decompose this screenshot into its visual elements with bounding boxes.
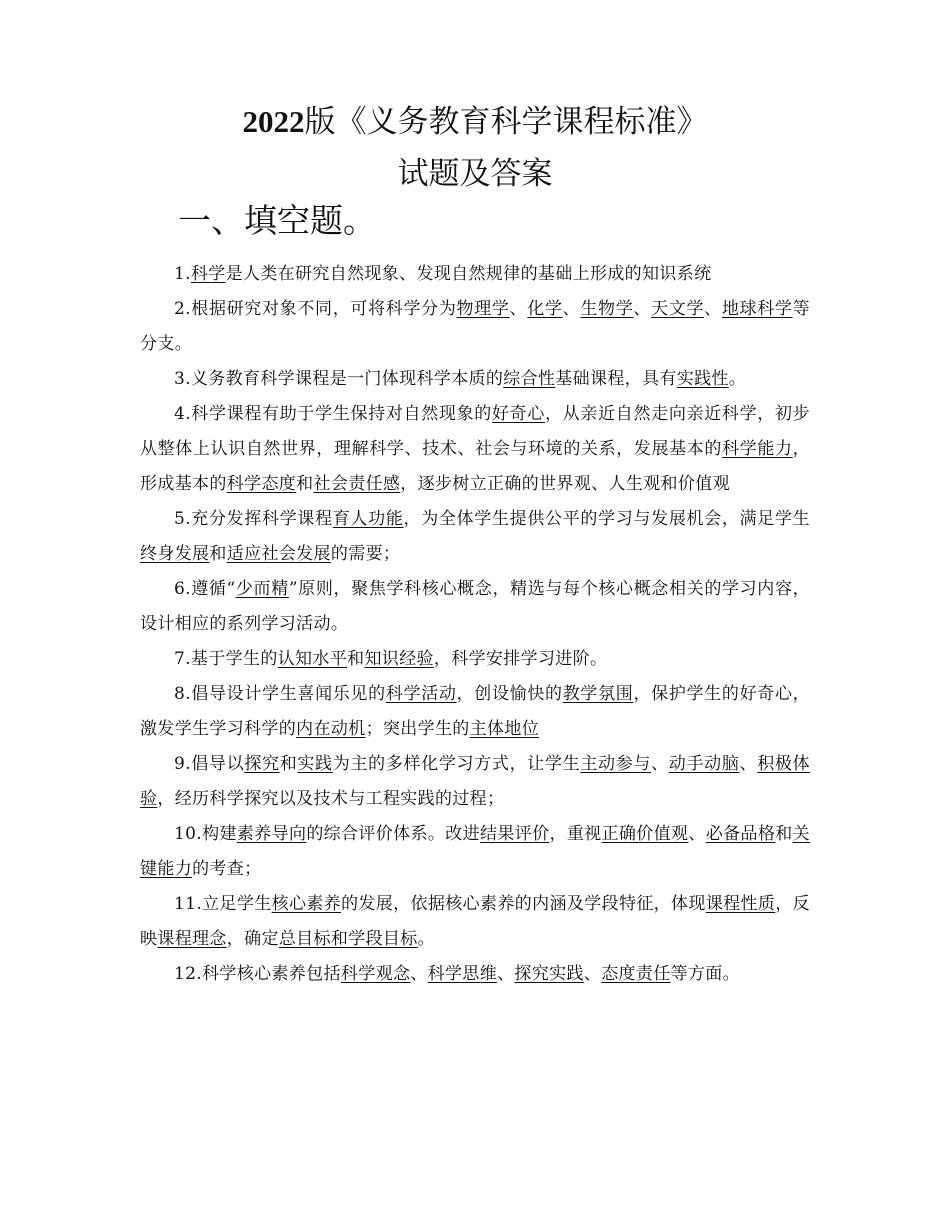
question-text: 是人类在研究自然现象、发现自然规律的基础上形成的知识系统 [225,264,712,284]
answer-blank: 科学活动 [385,684,457,704]
answer-blank: 主动参与 [580,754,652,774]
answer-blank: 探究 [244,754,280,774]
answer-blank: 结果评价 [479,824,550,844]
question-text: 1. [174,264,191,284]
answer-blank: 总目标和学段目标 [278,929,418,949]
question-text: 和 [775,824,793,844]
question-item [140,502,810,572]
question-text: 4.科学课程有助于学生保持对自然现象的 [174,404,492,424]
question-text: 8.倡导设计学生喜闻乐见的 [174,684,386,704]
question-text: 3.义务教育科学课程是一门体现科学本质的 [174,369,504,389]
answer-blank: 实践 [297,754,333,774]
title-year: 2022 [242,104,305,139]
question-text: 、 [688,824,706,844]
question-text: 、 [562,299,581,319]
question-text: 。 [417,929,435,949]
document-title [0,100,950,144]
answer-blank: 核心素养 [271,894,342,914]
answer-blank: 态度责任 [601,964,671,984]
question-text: 7.基于学生的 [174,649,278,669]
answer-blank: 地球科学 [721,299,793,319]
question-item [140,257,810,292]
question-text: 等分支。 [140,299,810,354]
answer-blank: 探究实践 [514,964,584,984]
question-text: 、 [583,964,602,984]
document-subtitle: 试题及答案 [397,156,553,192]
question-item [140,677,810,747]
question-text: 基础课程，具有 [555,369,677,389]
question-text: 、 [410,964,428,984]
question-text: 的综合评价体系。改进 [306,824,480,844]
question-text: 、 [739,754,758,774]
answer-blank: 实践性 [676,369,729,389]
question-text: 和 [279,754,298,774]
question-text: ，为全体学生提供公平的学习与发展机会，满足学生 [403,509,810,529]
answer-blank: 好奇心 [491,404,546,424]
question-text: ，形成基本的 [140,439,810,494]
answer-blank: 科学能力 [722,439,793,459]
answer-blank: 终身发展 [140,544,210,564]
question-text: 10.构建 [174,824,237,844]
answer-blank: 课程理念 [157,929,227,949]
question-text: 6.遵循“ [174,579,236,599]
question-text: ，确定 [226,929,279,949]
question-item [140,957,810,992]
answer-blank: 适应社会发展 [226,544,331,564]
answer-blank: 物理学 [456,299,510,319]
answer-blank: 积极体验 [140,754,810,809]
question-text: ，重视 [549,824,602,844]
question-text: 的考查； [192,859,262,879]
answer-blank: 素养导向 [236,824,307,844]
answer-blank: 天文学 [651,299,705,319]
question-text: ；突出学生的 [365,719,470,739]
question-item [140,572,810,642]
question-list [140,257,810,992]
question-text: 9.倡导以 [174,754,245,774]
section-heading: 一、填空题。 [178,201,376,240]
question-text: ，经历科学探究以及技术与工程实践的过程； [157,789,505,809]
question-item [140,292,810,362]
question-item [140,642,810,677]
question-item [140,887,810,957]
question-text: 、 [633,299,652,319]
answer-blank: 主体地位 [469,719,540,739]
answer-blank: 生物学 [580,299,634,319]
question-text: 和 [209,544,227,564]
question-item [140,362,810,397]
answer-blank: 认知水平 [277,649,348,669]
question-item [140,397,810,502]
question-text: 等方面。 [670,964,740,984]
question-text: 、 [651,754,669,774]
answer-blank: 化学 [527,299,563,319]
answer-blank: 课程性质 [705,894,776,914]
question-text: 为主的多样化学习方式，让学生 [332,754,581,774]
answer-blank: 内在动机 [296,719,366,739]
question-text: 的需要； [330,544,401,564]
question-text: ，逐步树立正确的世界观、人生观和价值观 [400,474,730,494]
answer-blank: 科学 [190,264,226,284]
answer-blank: 科学思维 [427,964,498,984]
question-text: 和 [296,474,314,494]
question-text: 、 [497,964,515,984]
question-item [140,747,810,817]
answer-blank: 综合性 [503,369,556,389]
question-text: ，保护学生的好奇心，激发学生学习科学的 [140,684,810,739]
question-text: 、 [704,299,722,319]
question-text: ，反映 [140,894,810,949]
title-text: 版《义务教育科学课程标准》 [304,104,708,140]
answer-blank: 社会责任感 [313,474,401,494]
answer-blank: 动手动脑 [668,754,740,774]
question-text: 11.立足学生 [174,894,272,914]
answer-blank: 育人功能 [332,509,404,529]
question-text: 、 [509,299,528,319]
question-text: 。 [728,369,747,389]
answer-blank: 关键能力 [140,824,810,879]
answer-blank: 知识经验 [364,649,434,669]
question-text: 和 [347,649,365,669]
question-text: ，从亲近自然走向亲近科学，初步从整体上认识自然世界，理解科学、技术、社会与环境的关系，发展基本的 [140,404,810,459]
question-text: ，科学安排学习进阶。 [433,649,608,669]
question-text: ，创设愉快的 [456,684,563,704]
question-text: ”原则，聚焦学科核心概念，精选与每个核心概念相关的学习内容，设计相应的系列学习活动。 [140,579,810,634]
question-text: 12.科学核心素养包括 [174,964,341,984]
answer-blank: 教学氛围 [562,684,634,704]
answer-blank: 正确价值观 [601,824,689,844]
question-text: 5.充分发挥科学课程 [174,509,333,529]
answer-blank: 科学观念 [340,964,411,984]
answer-blank: 科学态度 [226,474,297,494]
answer-blank: 必备品格 [705,824,776,844]
question-text: 2.根据研究对象不同，可将科学分为 [174,299,457,319]
answer-blank: 少而精 [235,579,289,599]
question-item [140,817,810,887]
question-text: 的发展，依据核心素养的内涵及学段特征，体现 [341,894,706,914]
